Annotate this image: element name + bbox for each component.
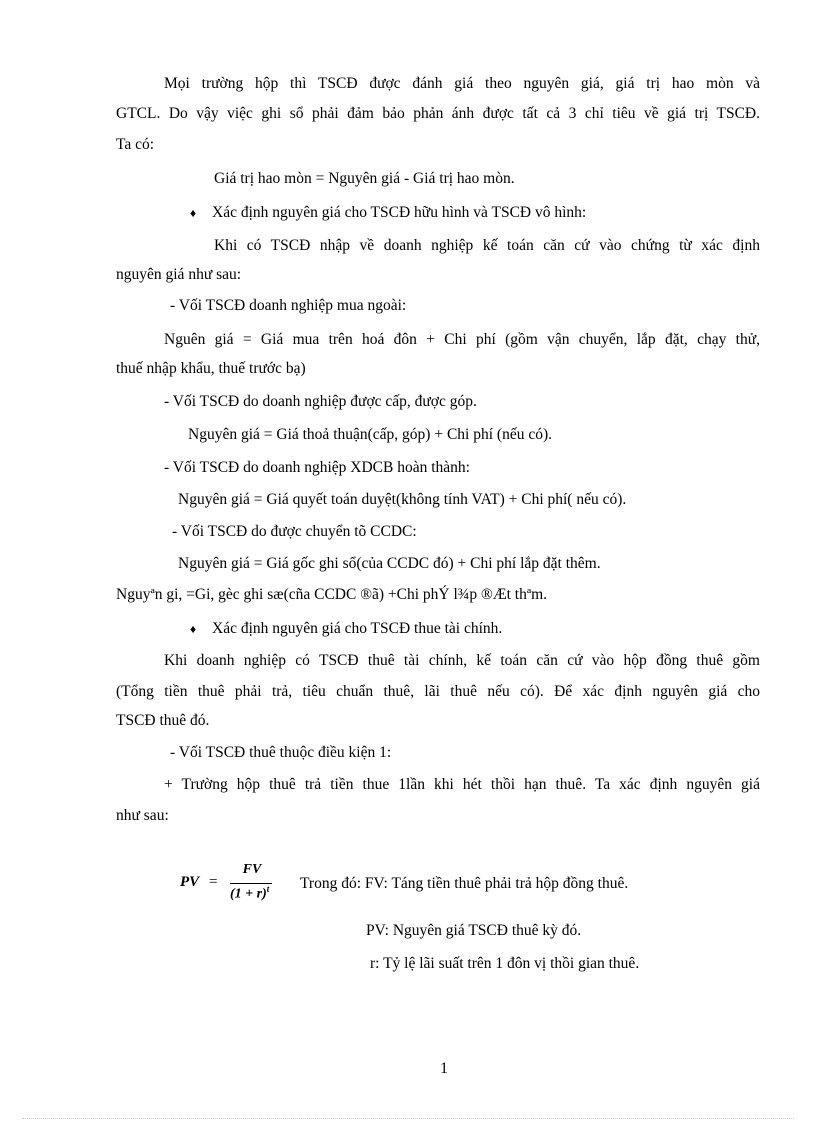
paragraph-line: Khi có TSCĐ nhập về doanh nghiệp kế toán căn cứ vào chứng từ xác định	[214, 237, 760, 254]
page-number: 1	[440, 1060, 448, 1077]
bullet-item	[190, 619, 502, 639]
formula-line: Giá trị hao mòn = Nguyên giá - Giá trị hao mòn.	[214, 170, 515, 187]
paragraph-line: + Trường hộp thuê trả tiền thue 1lần khi hét thồi hạn thuê. Ta xác định nguyên giá	[164, 776, 760, 793]
garbled-text-line: Nguyªn gi, =Gi, gèc ghi sæ(cña CCDC ®ã) +Chi phÝ l¾p ®Æt thªm.	[116, 586, 548, 603]
pv-formula	[180, 862, 275, 906]
bullet-text: Xác định nguyên giá cho TSCĐ thue tài chính.	[212, 620, 503, 637]
sub-heading: - Vối TSCĐ do được chuyển tõ CCDC:	[172, 523, 417, 540]
bullet-item	[190, 203, 586, 223]
paragraph-line: (Tổng tiền thuê phải trả, tiêu chuẩn thuê, lãi thuê nếu có). Để xác định nguyên giá cho	[116, 683, 760, 700]
diamond-bullet-icon: ♦	[190, 206, 197, 220]
sub-heading: - Vối TSCĐ doanh nghiệp mua ngoài:	[170, 297, 407, 314]
sub-heading: - Vối TSCĐ thuê thuộc điều kiện 1:	[170, 744, 392, 761]
sub-heading: - Vối TSCĐ do doanh nghiệp được cấp, được góp.	[164, 393, 477, 410]
diamond-bullet-icon: ♦	[190, 622, 197, 636]
formula-legend-r: r: Tỷ lệ lãi suất trên 1 đôn vị thồi gian thuê.	[370, 955, 640, 972]
sub-heading: - Vối TSCĐ do doanh nghiệp XDCB hoàn thành:	[164, 459, 470, 476]
page-footer-rule	[22, 1118, 794, 1119]
formula-line: Nguyên giá = Giá thoả thuận(cấp, góp) + Chi phí (nếu có).	[188, 426, 552, 443]
paragraph-line: GTCL. Do vậy việc ghi sổ phải đảm bảo phản ánh được tất cả 3 chỉ tiêu về giá trị TSCĐ.	[116, 105, 760, 122]
paragraph-line: TSCĐ thuê đó.	[116, 712, 210, 729]
formula-denominator	[230, 884, 274, 903]
formula-numerator: FV	[242, 862, 262, 877]
formula-legend-fv: Trong đó: FV: Táng tiền thuê phải trả hộp đồng thuê.	[300, 875, 629, 892]
formula-line: Nguyên giá = Giá gốc ghi sổ(của CCDC đó) + Chi phí lắp đặt thêm.	[178, 555, 601, 572]
paragraph-line: thuế nhập khẩu, thuế trước bạ)	[116, 360, 306, 377]
paragraph-line: Khi doanh nghiệp có TSCĐ thuê tài chính, kế toán căn cứ vào hộp đồng thuê gồm	[164, 652, 760, 669]
paragraph-line: như sau:	[116, 807, 169, 824]
paragraph-line: Nguên giá = Giá mua trên hoá đôn + Chi phí (gồm vận chuyển, lắp đặt, chạy thử,	[164, 331, 760, 348]
formula-line: Nguyên giá = Giá quyết toán duyệt(không tính VAT) + Chi phí( nếu có).	[178, 491, 627, 508]
denominator-exponent: t	[266, 884, 270, 894]
paragraph-line: nguyên giá như sau:	[116, 266, 242, 283]
bullet-text: Xác định nguyên giá cho TSCĐ hữu hình và TSCĐ vô hình:	[212, 204, 587, 221]
paragraph-line: Ta có:	[116, 136, 155, 153]
formula-legend-pv: PV: Nguyên giá TSCĐ thuê kỳ đó.	[366, 922, 582, 939]
denominator-base: (1 + r)	[230, 886, 267, 902]
paragraph-line: Mọi trường hộp thì TSCĐ được đánh giá theo nguyên giá, giá trị hao mòn và	[164, 75, 760, 92]
formula-equals: =	[209, 874, 218, 890]
formula-lhs: PV	[180, 874, 200, 890]
